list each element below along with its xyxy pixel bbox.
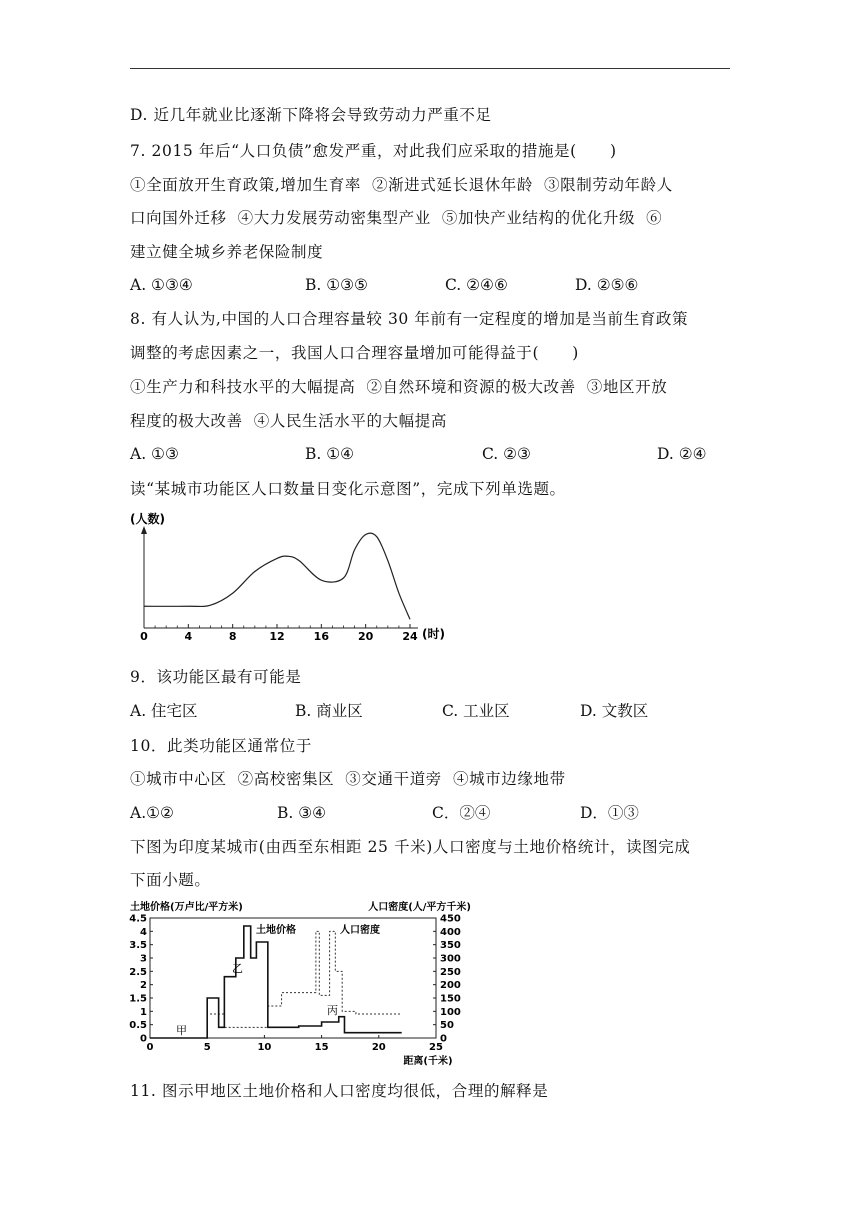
- question-7-line-2: 口向国外迁移 ④大力发展劳动密集型产业 ⑤加快产业结构的优化升级 ⑥: [130, 209, 663, 227]
- chart2-land-price-series: [150, 926, 402, 1038]
- q8-option-a: A. ①③: [130, 445, 179, 463]
- chart2-label-bing: 丙: [327, 1004, 338, 1017]
- chart2-population-series: [150, 931, 402, 1038]
- question-10: 10．此类功能区通常位于: [130, 737, 312, 755]
- intro-chart-2-line-2: 下面小题。: [130, 871, 211, 889]
- q7-option-d: D. ②⑤⑥: [575, 276, 639, 294]
- chart2-x-tick-label: 5: [203, 1042, 211, 1053]
- chart2-left-tick-label: 1.5: [129, 993, 147, 1005]
- q7-option-b: B. ①③⑤: [305, 276, 368, 294]
- chart2-label-jia: 甲: [176, 1024, 187, 1037]
- chart2-left-tick-label: 0: [140, 1033, 147, 1045]
- q10-option-d: D．①③: [580, 804, 639, 822]
- chart2-left-tick-label: 1: [140, 1006, 147, 1018]
- chart2-left-tick-label: 3.5: [129, 940, 147, 952]
- chart1-x-tick-label: 16: [313, 630, 329, 643]
- chart2-x-tick-label: 20: [371, 1042, 386, 1053]
- intro-chart-1: 读“某城市功能区人口数量日变化示意图”，完成下列单选题。: [130, 480, 566, 498]
- chart1-xunit: (时): [422, 627, 445, 641]
- chart2-label-yi: 乙: [232, 962, 243, 975]
- q10-option-a: A.①②: [130, 804, 174, 822]
- question-7: 7. 2015 年后“人口负债”愈发严重，对此我们应采取的措施是( ): [130, 142, 617, 160]
- q8-option-d: D. ②④: [657, 445, 707, 463]
- chart1-x-tick-label: 24: [402, 630, 418, 643]
- chart2-right-tick-label: 300: [440, 953, 461, 965]
- chart2-x-tick-label: 25: [429, 1042, 443, 1053]
- question-8: 8. 有人认为,中国的人口合理容量较 30 年前有一定程度的增加是当前生育政策: [130, 310, 689, 328]
- q10-option-b: B. ③④: [277, 804, 327, 822]
- q9-option-b: B. 商业区: [295, 702, 363, 720]
- chart1-series-line: [144, 533, 410, 619]
- chart2-frame: [150, 918, 436, 1038]
- chart1-x-tick-label: 20: [358, 630, 374, 643]
- chart2-right-tick-label: 100: [440, 1006, 461, 1018]
- q9-option-c: C. 工业区: [442, 702, 510, 720]
- chart2-left-tick-label: 2: [140, 980, 147, 992]
- chart2-x-tick-label: 10: [257, 1042, 272, 1053]
- question-11: 11. 图示甲地区土地价格和人口密度均很低，合理的解释是: [130, 1082, 549, 1100]
- q9-option-d: D. 文教区: [580, 702, 649, 720]
- chart1-y-arrow: [141, 526, 147, 534]
- chart2-right-tick-label: 150: [440, 993, 461, 1005]
- chart2-right-tick-label: 400: [440, 926, 461, 938]
- land-price-density-chart: [128, 898, 478, 1068]
- option-line: D. 近几年就业比逐渐下降将会导致劳动力严重不足: [130, 106, 492, 124]
- header-rule: [130, 68, 730, 69]
- question-10-line-1: ①城市中心区 ②高校密集区 ③交通干道旁 ④城市边缘地带: [130, 770, 566, 788]
- q8-option-b: B. ①④: [305, 445, 355, 463]
- chart2-pop-density-label: 人口密度: [340, 925, 380, 936]
- question-8-line-2: ①生产力和科技水平的大幅提高 ②自然环境和资源的极大改善 ③地区开放: [130, 378, 668, 396]
- chart2-xlabel: 距离(千米): [403, 1056, 453, 1067]
- q8-option-c: C. ②③: [482, 445, 531, 463]
- chart1-ylabel: (人数): [130, 512, 165, 526]
- chart1-x-tick-label: 12: [269, 630, 285, 643]
- chart2-right-tick-label: 0: [440, 1033, 447, 1045]
- chart2-left-tick-label: 4.5: [129, 913, 147, 925]
- chart1-x-tick-label: 8: [228, 630, 237, 643]
- question-7-line-1: ①全面放开生育政策,增加生育率 ②渐进式延长退休年龄 ③限制劳动年龄人: [130, 176, 673, 194]
- q7-option-a: A. ①③④: [130, 276, 193, 294]
- chart1-x-tick-label: 4: [184, 630, 193, 643]
- q7-option-c: C. ②④⑥: [445, 276, 508, 294]
- chart2-right-tick-label: 50: [440, 1020, 454, 1032]
- q10-option-c: C．②④: [432, 804, 491, 822]
- chart1-x-tick-label: 0: [140, 630, 148, 643]
- chart2-right-tick-label: 200: [440, 980, 461, 992]
- chart2-land-price-label: 土地价格: [256, 925, 296, 936]
- chart2-x-tick-label: 15: [314, 1042, 329, 1053]
- question-9: 9．该功能区最有可能是: [130, 668, 302, 686]
- chart2-right-tick-label: 250: [440, 966, 461, 978]
- intro-chart-2-line-1: 下图为印度某城市(由西至东相距 25 千米)人口密度与土地价格统计，读图完成: [130, 838, 691, 856]
- question-8-line-1: 调整的考虑因素之一，我国人口合理容量增加可能得益于( ): [130, 344, 579, 362]
- chart2-right-tick-label: 450: [440, 913, 461, 925]
- q9-option-a: A. 住宅区: [130, 702, 198, 720]
- chart2-left-axis-label: 土地价格(万卢比/平方米): [130, 902, 243, 913]
- daily-population-chart: [128, 508, 458, 648]
- chart2-right-tick-label: 350: [440, 940, 461, 952]
- question-7-line-3: 建立健全城乡养老保险制度: [130, 243, 324, 261]
- question-8-line-3: 程度的极大改善 ④人民生活水平的大幅提高: [130, 412, 447, 430]
- chart2-left-tick-label: 4: [140, 926, 147, 938]
- chart2-left-tick-label: 0.5: [129, 1020, 147, 1032]
- chart2-right-axis-label: 人口密度(人/平方千米): [368, 902, 471, 913]
- chart2-left-tick-label: 2.5: [129, 966, 147, 978]
- chart2-left-tick-label: 3: [140, 953, 147, 965]
- chart2-x-tick-label: 0: [146, 1042, 154, 1053]
